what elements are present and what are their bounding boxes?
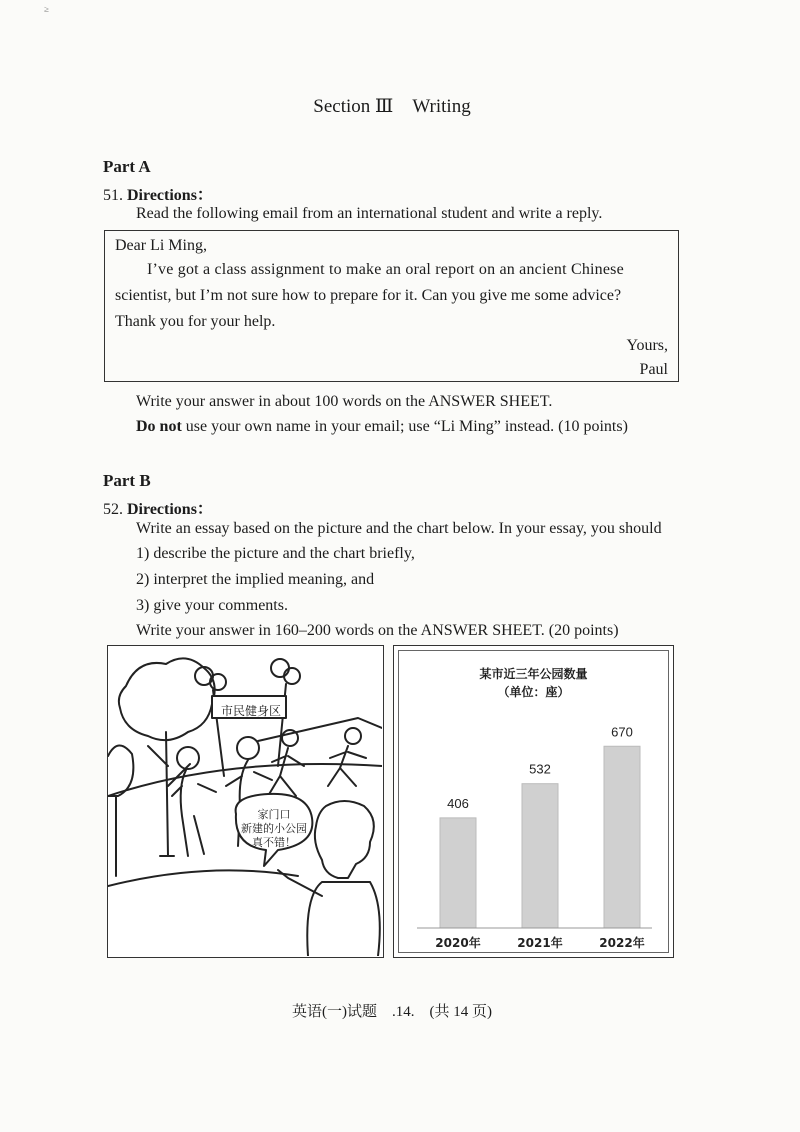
email-box bbox=[104, 230, 679, 382]
question-51-number: 51. bbox=[103, 187, 123, 204]
cartoon-illustration bbox=[108, 646, 382, 956]
chart-frame bbox=[398, 650, 669, 953]
balloon-right bbox=[271, 659, 289, 677]
bar-value-label: 406 bbox=[447, 795, 469, 811]
category-label: 2021年 bbox=[517, 936, 563, 950]
email-line-3: Thank you for your help. bbox=[115, 313, 276, 330]
tree-canopy bbox=[119, 658, 215, 740]
question-51-directions bbox=[103, 182, 213, 205]
part-b-item-2: 2) interpret the implied meaning, and bbox=[136, 571, 375, 588]
category-label: 2020年 bbox=[435, 936, 481, 950]
tree-trunk bbox=[148, 732, 190, 856]
cartoon-picture bbox=[107, 645, 384, 958]
bubble-line-1: 家门口 bbox=[257, 808, 291, 821]
bar-value-label: 532 bbox=[529, 761, 551, 777]
email-line-2: scientist, but I’m not sure how to prepare for it. Can you give me some advice? bbox=[115, 287, 622, 304]
question-52-number: 52. bbox=[103, 501, 123, 518]
section-title: Section Ⅲ Writing bbox=[313, 96, 471, 117]
bubble-line-2: 新建的小公园 bbox=[241, 822, 307, 835]
question-52-directions bbox=[103, 496, 213, 519]
bar-value-label: 670 bbox=[611, 724, 633, 740]
do-not-emphasis: Do not bbox=[136, 418, 182, 435]
part-b-intro: Write an essay based on the picture and the chart below. In your essay, you should bbox=[136, 520, 662, 537]
part-a-do-not-note bbox=[136, 418, 628, 436]
directions-label: Directions： bbox=[127, 501, 213, 518]
chart-plot bbox=[399, 651, 670, 954]
bar-2020年 bbox=[440, 818, 476, 928]
foreground-person bbox=[315, 801, 374, 878]
bar-2022年 bbox=[604, 746, 640, 928]
email-greeting: Dear Li Ming, bbox=[115, 237, 207, 254]
part-a-heading: Part A bbox=[103, 157, 151, 176]
bubble-line-3: 真不错！ bbox=[252, 836, 296, 849]
do-not-rest: use your own name in your email; use “Li Ming” instead. (10 points) bbox=[181, 418, 628, 435]
park-count-chart bbox=[393, 645, 674, 958]
category-label: 2022年 bbox=[599, 936, 645, 950]
part-b-item-1: 1) describe the picture and the chart briefly, bbox=[136, 545, 415, 562]
part-b-heading: Part B bbox=[103, 471, 151, 490]
chart-subtitle: （单位：座） bbox=[497, 685, 570, 699]
part-b-answer-note: Write your answer in 160–200 words on the ANSWER SHEET. (20 points) bbox=[136, 622, 619, 639]
bar-2021年 bbox=[522, 784, 558, 928]
part-a-answer-note: Write your answer in about 100 words on the ANSWER SHEET. bbox=[136, 393, 553, 410]
corner-mark: ≥ bbox=[44, 4, 49, 14]
speech-bubble-text bbox=[232, 808, 316, 850]
chart-title: 某市近三年公园数量 bbox=[479, 667, 588, 681]
directions-label: Directions： bbox=[127, 187, 213, 204]
email-signature: Paul bbox=[639, 361, 668, 378]
page-footer: 英语(一)试题 .14. (共 14 页) bbox=[292, 1004, 492, 1020]
email-closing: Yours, bbox=[626, 337, 668, 354]
part-b-item-3: 3) give your comments. bbox=[136, 597, 288, 614]
email-line-1: I’ve got a class assignment to make an oral report on an ancient Chinese bbox=[147, 261, 624, 278]
jogger-head bbox=[345, 728, 361, 744]
sign-text: 市民健身区 bbox=[220, 704, 281, 718]
part-a-instruction: Read the following email from an international student and write a reply. bbox=[136, 205, 603, 222]
